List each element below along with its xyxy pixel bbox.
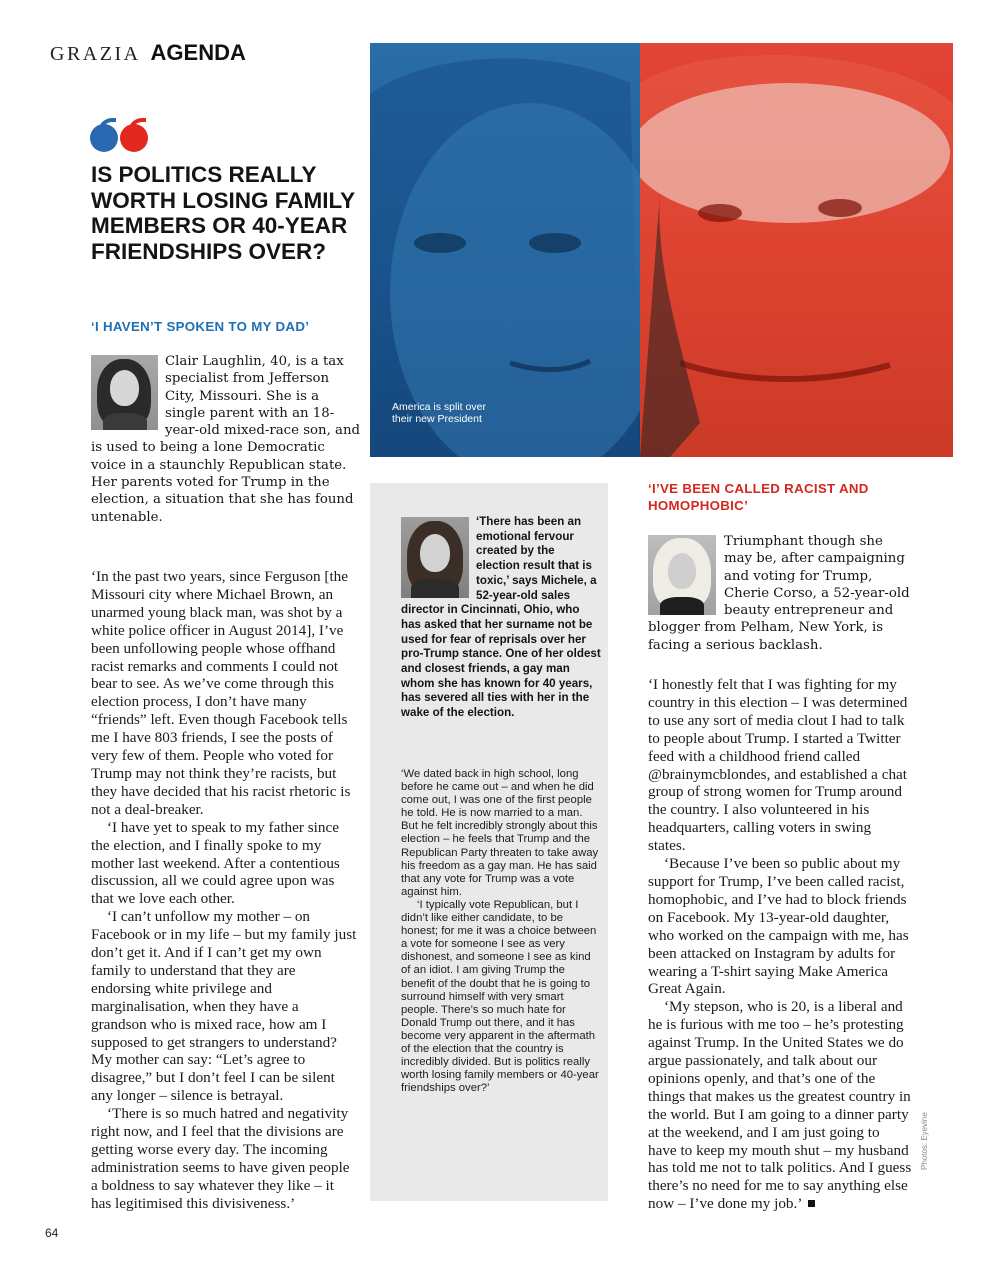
sidebar-paragraph: ‘We dated back in high school, long before he came out – and when he did come out, I was one of the first people he told. He is now married to a man. But he felt incredibly strongly about this election – he feels that Trump and the Republican Party threaten to take away his freedom as a gay man. He has said that any vote for Trump was a vote against him.: [401, 768, 599, 898]
intro-right: [648, 533, 913, 654]
sidebar-paragraph: ‘I typically vote Republican, but I didn’t like either candidate, to be honest; for me it was a choice between a vote for someone I see as very dishonest, and someone I see as kind of an idiot. I am giving Trump the benefit of the doubt that he is going to surround himself with very smart people. There’s so much hate for Donald Trump out there, and it has become very apparent in the aftermath of the election that the country is incredibly divided. But is politics really worth losing family members or 40-year friendships over?’: [401, 898, 599, 1095]
quote-mark-icon: [90, 118, 150, 156]
body-right-paragraph: [648, 998, 912, 1213]
trump-silhouette: [640, 43, 953, 457]
clinton-silhouette: [370, 43, 640, 457]
body-right: [648, 676, 912, 1213]
subhead-left: ‘I HAVEN’T SPOKEN TO MY DAD’: [91, 319, 310, 334]
hero-caption: America is split over their new President: [392, 401, 486, 425]
sidebar-box: [370, 483, 608, 1201]
sidebar-body: [401, 768, 601, 1095]
subhead-right: ‘I’VE BEEN CALLED RACIST AND HOMOPHOBIC’: [648, 481, 869, 513]
body-left-paragraph: ‘I can’t unfollow my mother – on Facebook or in my life – but my family just don’t get it. And if I can’t get my own family to understand that they are endorsing white privilege and marginalisation, when they have a grandson who is mixed race, how am I supposed to get strangers to understand? My mother can say: “Let’s agree to disagree,” but I don’t feel I can be silent any longer – silence is betrayal.: [91, 908, 357, 1105]
body-left: [91, 568, 357, 1213]
intro-left: [91, 353, 361, 526]
body-left-paragraph: ‘There is so much hatred and negativity right now, and I feel that the divisions are getting worse every day. The incoming administration seems to have given people a boldness to say whatever they like – it has legitimised this divisiveness.’: [91, 1105, 350, 1212]
intro-left-text: Clair Laughlin, 40, is a tax specialist from Jefferson City, Missouri. She is a single parent with an 18-year-old mixed-race son, and is used to being a lone Democratic voice in a staunchly Republican state. Her parents voted for Trump in the election, a situation that she has found untenable.: [91, 354, 361, 525]
quote-dot-blue: [90, 124, 118, 152]
sidebar-intro: [401, 515, 601, 721]
sidebar-intro-text: ‘There has been an emotional fervour created by the election result that is toxic,’ says Michele, a 52-year-old sales director in Cincinnati, Ohio, who has asked that her surname not be used for fear of reprisals over her pro-Trump stance. One of her oldest and closest friends, a gay man whom she has known for 40 years, has severed all ties with her in the wake of the election.: [401, 515, 601, 720]
masthead: [50, 40, 246, 70]
body-right-paragraph: ‘I honestly felt that I was fighting for my country in this election – I was determined to use any sort of media clout I had to talk to people about Trump. I started a Twitter feed with a childhood friend called @brainymcblondes, and established a chat group of strong women for Trump around the country. I also volunteered in his headquarters, calling voters in swing states.: [648, 676, 908, 855]
body-left-paragraph: ‘In the past two years, since Ferguson [the Missouri city where Michael Brown, an unarmed young black man, was shot by a white police officer in August 2014], I’ve been unfollowing people whose offhand racist remarks and comments I could not bear to see. As we’ve come through this election process, I don’t have many “friends” left. Even though Facebook tells me I have 803 friends, I see the posts of very few of them. People who voted for Trump may not think they’re racists, but they have decided that his racist rhetoric is not a deal-breaker.: [91, 568, 351, 818]
quote-dot-red: [120, 124, 148, 152]
body-right-last-text: ‘My stepson, who is 20, is a liberal and he is furious with me too – he’s protesting against Trump. In the United States we do argue passionately, and talk about our opinions openly, and that’s one of the things that makes us the greatest country in the world. But I am going to a dinner party at the weekend, and I am just going to have to keep my mouth shut – my husband has told me not to talk politics. And I guess there’s no need for me to say anything else now – I’ve done my job.’: [648, 998, 912, 1213]
hero-blue-half: [370, 43, 640, 457]
hero-image: [370, 43, 953, 457]
hero-red-half: [640, 43, 953, 457]
body-right-paragraph: ‘Because I’ve been so public about my support for Trump, I’ve been called racist, homophobic, and I’ve had to block friends on Facebook. My 13-year-old daughter, who worked on the campaign with me, has been attacked on Instagram by adults for wearing a T-shirt saying Make America Great Again.: [648, 855, 909, 998]
headline: IS POLITICS REALLY WORTH LOSING FAMILY MEMBERS OR 40-YEAR FRIENDSHIPS OVER?: [91, 162, 355, 264]
brand-logo: GRAZIA: [50, 43, 141, 65]
photo-credit: Photos: Eyevine: [920, 1112, 929, 1170]
body-left-paragraph: ‘I have yet to speak to my father since the election, and I finally spoke to my mother last weekend. After a contentious discussion, all we could agree upon was that we love each other.: [91, 818, 340, 908]
section-title: AGENDA: [150, 40, 246, 65]
end-mark-icon: [808, 1200, 815, 1207]
intro-right-text: Triumphant though she may be, after campaigning and voting for Trump, Cherie Corso, a 52-year-old beauty entrepreneur and blogger from Pelham, New York, is facing a serious backlash.: [648, 534, 910, 653]
page-number: 64: [45, 1226, 59, 1240]
